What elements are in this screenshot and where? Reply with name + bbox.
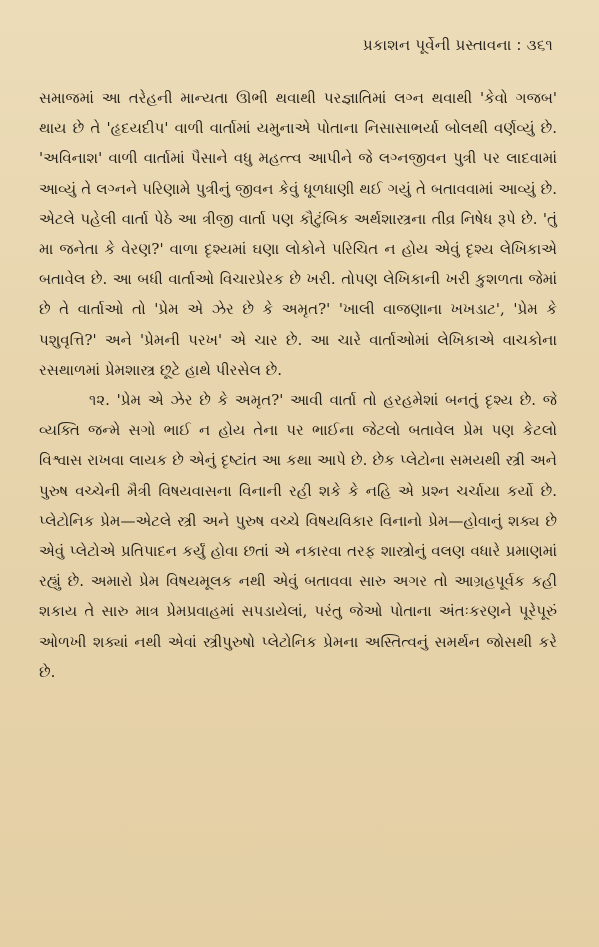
paragraph-1: સમાજમાં આ તરેહની માન્યતા ઊભી થવાથી પરજ્ઞાતિમાં લગ્ન થવાથી 'કેવો ગજબ' થાય છે તે 'હૃદયદીપ' વાળી વાર્તામાં યમુનાએ પોતાના નિસાસાભર્યા બોલથી વર્ણવ્યું છે. 'અવિનાશ' વાળી વાર્તામાં પૈસાને વધુ મહત્ત્વ આપીને જે લગ્નજીવન પુત્રી પર લાદવામાં આવ્યું તે લગ્નને પરિણામે પુત્રીનું જીવન કેવું ધૂળધાણી થઈ ગયું તે બતાવવામાં આવ્યું છે. એટલે પહેલી વાર્તા પેઠે આ ત્રીજી વાર્તા પણ કૌટુંબિક અર્થશાસ્ત્રના તીવ્ર નિષેધ રૂપે છે. 'તું મા જનેતા કે વેરણ?' વાળા દૃશ્યમાં ઘણા લોકોને પરિચિત ન હોય એવું દૃશ્ય લેખિકાએ બતાવેલ છે. આ બધી વાર્તાઓ વિચારપ્રેરક છે ખરી. તોપણ લેખિકાની ખરી કુશળતા જેમાં છે તે વાર્તાઓ તો 'પ્રેમ એ ઝેર છે કે અમૃત?' 'ખાલી વાજણાના ખખડાટ', 'પ્રેમ કે પશુવૃત્તિ?' અને 'પ્રેમની પરખ' એ ચાર છે. આ ચારે વાર્તાઓમાં લેખિકાએ વાચકોના રસથાળમાં પ્રેમશાસ્ત્ર છૂટે હાથે પીરસેલ છે.: [39, 89, 557, 379]
paragraph-2-text: ૧૨. 'પ્રેમ એ ઝેર છે કે અમૃત?' આવી વાર્તા તો હરહમેશાં બનતું દૃશ્ય છે. જે વ્યક્તિ જન્મે સગો ભાઈ ન હોય તેના પર ભાઈના જેટલો બતાવેલ પ્રેમ પણ કેટલો વિશ્વાસ રાખવા લાયક છે એનું દૃષ્ટાંત આ કથા આપે છે. છેક પ્લેટોના સમયથી સ્ત્રી અને પુરુષ વચ્ચેની મૈત્રી વિષયવાસના વિનાની રહી શકે કે નહિ એ પ્રશ્ન ચર્ચાયા કર્યો છે. પ્લેટોનિક પ્રેમ—એટલે સ્ત્રી અને પુરુષ વચ્ચે વિષયવિકાર વિનાનો પ્રેમ—હોવાનું શક્ય છે એવું પ્લેટોએ પ્રતિપાદન કર્યું હોવા છતાં એ નકારવા તરફ શાસ્ત્રોનું વલણ વધારે પ્રમાણમાં રહ્યું છે. અમારો પ્રેમ વિષયમૂલક નથી એવું બતાવવા સારુ અગર તો આગ્રહપૂર્વક કહી શકાય તે સારુ માત્ર પ્રેમપ્રવાહમાં સપડાયેલાં, પરંતુ જેઓ પોતાના અંતઃકરણને પૂરેપૂરું ઓળખી શક્યાં નથી એવાં સ્ત્રીપુરુષો પ્લેટોનિક પ્રેમના અસ્તિત્વનું સમર્થન જોસથી કરે છે.: [39, 391, 557, 681]
paragraph-2: [39, 385, 557, 687]
page-body: [39, 83, 557, 687]
running-header: પ્રકાશન પૂર્વેની પ્રસ્તાવના : ૩૬૧: [362, 36, 553, 54]
